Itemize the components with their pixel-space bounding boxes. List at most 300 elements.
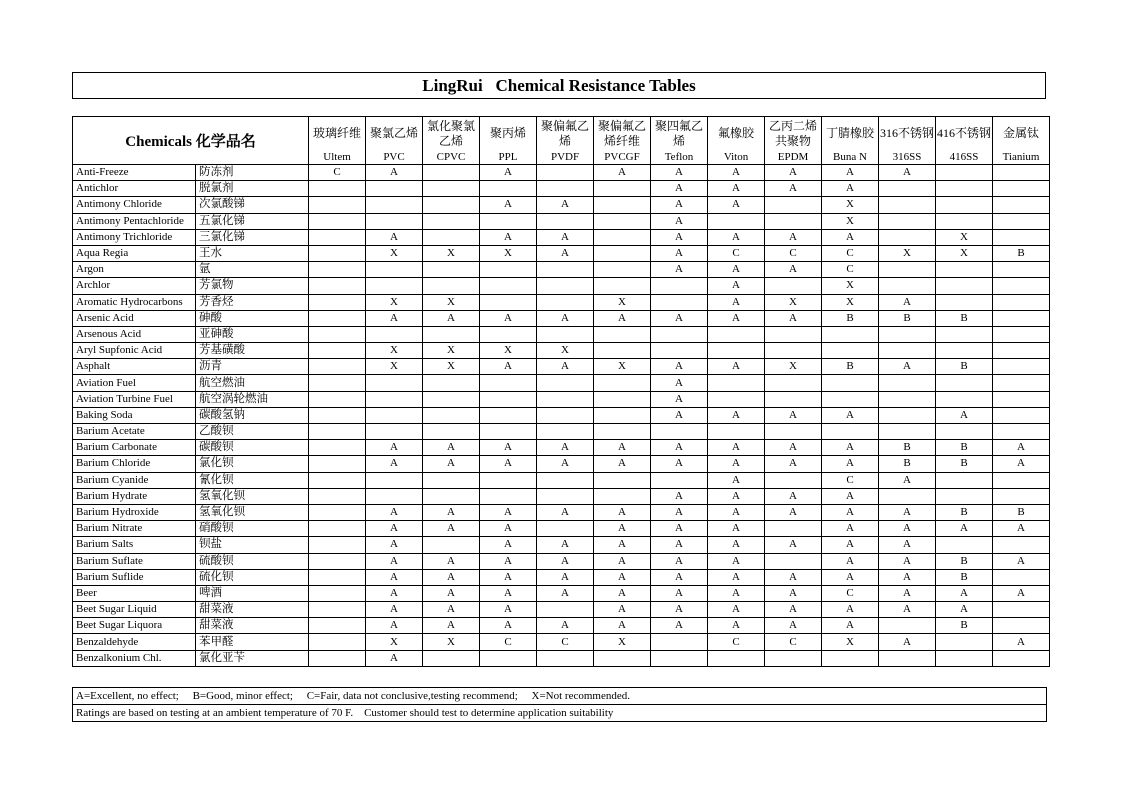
rating-cell: A [879, 165, 936, 181]
chemical-name-cn: 王水 [196, 245, 309, 261]
chemical-name-en: Barium Suflide [73, 569, 196, 585]
rating-cell: A [480, 537, 537, 553]
rating-cell: A [822, 488, 879, 504]
table-row [73, 326, 1050, 342]
rating-cell: X [366, 634, 423, 650]
rating-cell [366, 326, 423, 342]
material-header-en: PPL [480, 150, 537, 165]
rating-cell [309, 521, 366, 537]
rating-cell: A [708, 407, 765, 423]
rating-cell: A [822, 569, 879, 585]
rating-cell: A [366, 229, 423, 245]
chemical-name-en: Antichlor [73, 181, 196, 197]
rating-cell [708, 326, 765, 342]
chemical-name-en: Aryl Supfonic Acid [73, 343, 196, 359]
rating-cell: A [708, 504, 765, 520]
rating-cell [309, 585, 366, 601]
rating-cell: A [423, 521, 480, 537]
table-row [73, 472, 1050, 488]
rating-cell: A [708, 618, 765, 634]
rating-cell [594, 262, 651, 278]
rating-cell: A [822, 181, 879, 197]
rating-cell [594, 375, 651, 391]
table-row [73, 585, 1050, 601]
rating-cell [423, 181, 480, 197]
legend-box [72, 687, 1047, 722]
rating-cell [879, 407, 936, 423]
table-row [73, 569, 1050, 585]
rating-cell: A [765, 537, 822, 553]
rating-cell: A [651, 407, 708, 423]
rating-cell: A [651, 569, 708, 585]
table-row [73, 634, 1050, 650]
chemical-name-en: Antimony Pentachloride [73, 213, 196, 229]
chemical-name-en: Benzalkonium Chl. [73, 650, 196, 666]
rating-cell [993, 618, 1050, 634]
rating-cell: A [936, 602, 993, 618]
rating-cell: A [936, 407, 993, 423]
rating-cell [879, 181, 936, 197]
rating-cell: A [366, 537, 423, 553]
rating-cell: A [423, 553, 480, 569]
rating-cell: A [765, 181, 822, 197]
rating-cell: C [822, 585, 879, 601]
rating-cell: A [366, 553, 423, 569]
rating-cell: A [708, 278, 765, 294]
rating-cell: A [366, 456, 423, 472]
rating-cell [765, 472, 822, 488]
rating-cell [993, 262, 1050, 278]
chemical-name-cn: 硫化钡 [196, 569, 309, 585]
rating-cell [765, 391, 822, 407]
rating-cell: C [309, 165, 366, 181]
rating-cell [936, 488, 993, 504]
rating-cell [423, 537, 480, 553]
table-row [73, 537, 1050, 553]
rating-cell [993, 375, 1050, 391]
rating-cell [423, 213, 480, 229]
rating-cell: A [480, 456, 537, 472]
rating-cell [993, 197, 1050, 213]
rating-cell: A [423, 585, 480, 601]
rating-cell: A [651, 229, 708, 245]
rating-cell: A [651, 602, 708, 618]
rating-cell [537, 488, 594, 504]
rating-cell: A [822, 618, 879, 634]
table-row [73, 504, 1050, 520]
chemical-name-cn: 乙酸钡 [196, 424, 309, 440]
chemical-name-en: Beet Sugar Liquora [73, 618, 196, 634]
rating-cell [993, 650, 1050, 666]
rating-cell [993, 326, 1050, 342]
rating-cell: A [651, 310, 708, 326]
rating-cell [309, 278, 366, 294]
rating-cell [309, 229, 366, 245]
material-header-en: CPVC [423, 150, 480, 165]
rating-cell [480, 326, 537, 342]
material-header-en: EPDM [765, 150, 822, 165]
table-row [73, 294, 1050, 310]
rating-cell: A [708, 521, 765, 537]
rating-cell: B [993, 504, 1050, 520]
rating-cell [366, 213, 423, 229]
rating-cell [480, 294, 537, 310]
rating-cell: X [822, 197, 879, 213]
rating-cell [423, 197, 480, 213]
rating-cell: A [651, 537, 708, 553]
material-header-cn: 金属钛 [993, 117, 1050, 151]
rating-cell [993, 602, 1050, 618]
rating-cell: A [537, 440, 594, 456]
rating-cell [309, 310, 366, 326]
chemical-name-cn: 航空涡轮燃油 [196, 391, 309, 407]
rating-cell: A [765, 456, 822, 472]
rating-cell: B [936, 456, 993, 472]
chemical-name-en: Aqua Regia [73, 245, 196, 261]
rating-cell: A [765, 440, 822, 456]
rating-cell: C [480, 634, 537, 650]
rating-cell [309, 343, 366, 359]
rating-cell: A [993, 456, 1050, 472]
table-row [73, 197, 1050, 213]
material-header-cn: 玻璃纤维 [309, 117, 366, 151]
rating-cell [993, 229, 1050, 245]
rating-cell [651, 634, 708, 650]
chemicals-header: Chemicals 化学品名 [73, 117, 309, 165]
chemical-name-cn: 氢氧化钡 [196, 488, 309, 504]
rating-cell [366, 472, 423, 488]
rating-cell [309, 213, 366, 229]
rating-cell: A [537, 537, 594, 553]
rating-cell: A [708, 569, 765, 585]
rating-cell [423, 229, 480, 245]
rating-cell: C [822, 472, 879, 488]
material-header-cn: 聚四氟乙烯 [651, 117, 708, 151]
chemical-name-en: Argon [73, 262, 196, 278]
material-header-en: 416SS [936, 150, 993, 165]
rating-cell: X [480, 245, 537, 261]
rating-cell: A [480, 569, 537, 585]
rating-cell [822, 424, 879, 440]
rating-cell: A [366, 310, 423, 326]
rating-cell: A [708, 472, 765, 488]
rating-cell [594, 326, 651, 342]
material-header-en: PVDF [537, 150, 594, 165]
rating-cell [993, 165, 1050, 181]
chemical-name-cn: 钡盐 [196, 537, 309, 553]
rating-cell [309, 569, 366, 585]
rating-cell: A [423, 310, 480, 326]
rating-cell: C [822, 245, 879, 261]
chemical-name-cn: 五氯化锑 [196, 213, 309, 229]
rating-cell: A [366, 618, 423, 634]
rating-cell [537, 326, 594, 342]
rating-cell [423, 650, 480, 666]
table-row [73, 521, 1050, 537]
table-row [73, 650, 1050, 666]
rating-cell: A [537, 618, 594, 634]
rating-cell [936, 391, 993, 407]
rating-cell [936, 472, 993, 488]
rating-cell [366, 262, 423, 278]
rating-cell: A [879, 294, 936, 310]
chemical-name-en: Barium Salts [73, 537, 196, 553]
rating-cell: A [765, 569, 822, 585]
rating-cell: A [651, 553, 708, 569]
rating-cell [480, 472, 537, 488]
header-row-chinese [73, 117, 1050, 151]
rating-cell: A [480, 310, 537, 326]
rating-cell: A [423, 602, 480, 618]
rating-cell [309, 553, 366, 569]
rating-cell: C [537, 634, 594, 650]
rating-cell [879, 650, 936, 666]
rating-cell [936, 634, 993, 650]
rating-cell [993, 294, 1050, 310]
rating-cell: B [936, 618, 993, 634]
rating-cell: A [765, 262, 822, 278]
rating-cell: X [366, 294, 423, 310]
rating-cell: A [651, 262, 708, 278]
material-header-en: Viton [708, 150, 765, 165]
rating-cell [423, 326, 480, 342]
rating-cell: A [765, 602, 822, 618]
rating-cell: A [708, 602, 765, 618]
rating-cell: X [366, 343, 423, 359]
rating-cell [309, 197, 366, 213]
rating-cell [480, 391, 537, 407]
rating-cell: A [651, 181, 708, 197]
rating-cell [423, 424, 480, 440]
rating-cell: B [936, 553, 993, 569]
rating-cell: A [366, 569, 423, 585]
rating-cell: A [537, 585, 594, 601]
rating-cell [537, 278, 594, 294]
rating-cell [879, 618, 936, 634]
rating-cell [537, 294, 594, 310]
rating-cell [480, 213, 537, 229]
rating-cell: A [594, 585, 651, 601]
rating-cell [537, 375, 594, 391]
rating-cell: A [651, 213, 708, 229]
chemical-name-cn: 甜菜液 [196, 602, 309, 618]
rating-cell [594, 197, 651, 213]
chemical-name-cn: 亚砷酸 [196, 326, 309, 342]
rating-cell: A [708, 262, 765, 278]
rating-cell [936, 197, 993, 213]
rating-cell: X [594, 294, 651, 310]
chemical-name-cn: 脱氯剂 [196, 181, 309, 197]
rating-cell [309, 488, 366, 504]
rating-cell: A [480, 229, 537, 245]
rating-cell [537, 213, 594, 229]
rating-cell [537, 407, 594, 423]
rating-cell [936, 213, 993, 229]
table-row [73, 278, 1050, 294]
rating-cell: X [366, 245, 423, 261]
rating-cell [594, 488, 651, 504]
chemical-name-cn: 碳酸氢钠 [196, 407, 309, 423]
rating-cell [936, 424, 993, 440]
rating-cell: A [594, 553, 651, 569]
rating-cell [480, 375, 537, 391]
rating-cell: X [879, 245, 936, 261]
rating-cell [993, 391, 1050, 407]
chemical-name-cn: 氯化钡 [196, 456, 309, 472]
rating-cell [708, 391, 765, 407]
rating-cell: X [822, 213, 879, 229]
rating-cell: A [708, 229, 765, 245]
table-body [73, 165, 1050, 667]
rating-cell [879, 488, 936, 504]
rating-cell: A [879, 634, 936, 650]
rating-cell: X [765, 294, 822, 310]
table-row [73, 602, 1050, 618]
rating-cell [309, 245, 366, 261]
rating-cell: A [480, 440, 537, 456]
rating-cell: A [423, 456, 480, 472]
chemical-name-en: Antimony Trichloride [73, 229, 196, 245]
rating-cell [708, 213, 765, 229]
rating-cell: A [708, 165, 765, 181]
rating-cell: X [423, 359, 480, 375]
rating-cell: A [765, 585, 822, 601]
table-row [73, 262, 1050, 278]
chemical-name-cn: 氰化钡 [196, 472, 309, 488]
rating-cell [936, 165, 993, 181]
rating-cell: A [480, 553, 537, 569]
material-header-en: Teflon [651, 150, 708, 165]
rating-cell [423, 407, 480, 423]
rating-cell: A [708, 294, 765, 310]
rating-cell [936, 294, 993, 310]
rating-cell [366, 407, 423, 423]
rating-cell [936, 343, 993, 359]
rating-cell [822, 375, 879, 391]
rating-cell: A [879, 537, 936, 553]
rating-cell [309, 504, 366, 520]
rating-cell: A [651, 488, 708, 504]
material-header-cn: 聚偏氟乙烯 [537, 117, 594, 151]
rating-cell [537, 472, 594, 488]
rating-cell: B [879, 310, 936, 326]
rating-cell [993, 213, 1050, 229]
rating-cell [537, 391, 594, 407]
rating-cell [537, 602, 594, 618]
rating-cell: A [822, 602, 879, 618]
rating-cell [423, 472, 480, 488]
rating-cell: A [366, 650, 423, 666]
rating-cell [651, 650, 708, 666]
rating-cell: X [423, 343, 480, 359]
chemical-name-en: Barium Suflate [73, 553, 196, 569]
chemical-name-en: Barium Carbonate [73, 440, 196, 456]
rating-cell [309, 537, 366, 553]
chemical-name-cn: 沥青 [196, 359, 309, 375]
rating-cell [765, 343, 822, 359]
rating-cell: A [480, 359, 537, 375]
title-text: LingRui Chemical Resistance Tables [422, 75, 696, 95]
chemical-name-en: Barium Acetate [73, 424, 196, 440]
rating-cell: A [366, 585, 423, 601]
rating-cell [879, 262, 936, 278]
chemical-name-en: Anti-Freeze [73, 165, 196, 181]
rating-cell [309, 294, 366, 310]
rating-cell [879, 326, 936, 342]
rating-cell: A [651, 165, 708, 181]
rating-cell [879, 391, 936, 407]
rating-cell: A [423, 569, 480, 585]
rating-cell: A [480, 504, 537, 520]
rating-cell [423, 165, 480, 181]
rating-cell: C [765, 245, 822, 261]
rating-cell [993, 278, 1050, 294]
rating-cell: X [537, 343, 594, 359]
table-row [73, 407, 1050, 423]
rating-cell [537, 262, 594, 278]
rating-cell [708, 375, 765, 391]
rating-cell: A [708, 585, 765, 601]
rating-cell: A [765, 618, 822, 634]
table-row [73, 181, 1050, 197]
rating-cell: A [594, 618, 651, 634]
chemical-name-en: Arsenic Acid [73, 310, 196, 326]
rating-cell: A [366, 521, 423, 537]
rating-cell: A [537, 245, 594, 261]
material-header-en: Tianium [993, 150, 1050, 165]
chemical-name-cn: 芳香烃 [196, 294, 309, 310]
rating-cell: A [594, 569, 651, 585]
rating-cell: A [822, 229, 879, 245]
rating-cell [366, 197, 423, 213]
rating-cell: A [765, 229, 822, 245]
rating-cell: X [594, 634, 651, 650]
table-row [73, 391, 1050, 407]
rating-cell [651, 294, 708, 310]
rating-cell [423, 375, 480, 391]
rating-cell: A [879, 472, 936, 488]
rating-cell [879, 197, 936, 213]
rating-cell: A [651, 456, 708, 472]
table-row [73, 488, 1050, 504]
rating-cell [309, 602, 366, 618]
rating-cell: A [822, 504, 879, 520]
rating-cell: A [651, 245, 708, 261]
rating-cell: C [708, 634, 765, 650]
rating-cell [651, 326, 708, 342]
rating-cell [366, 391, 423, 407]
table-header [73, 117, 1050, 165]
rating-cell: A [993, 440, 1050, 456]
chemical-name-cn: 甜菜液 [196, 618, 309, 634]
material-header-cn: 乙丙二烯共聚物 [765, 117, 822, 151]
rating-cell [993, 472, 1050, 488]
rating-cell: A [537, 504, 594, 520]
rating-cell: A [822, 407, 879, 423]
material-header-cn: 氯化聚氯乙烯 [423, 117, 480, 151]
rating-cell: A [423, 440, 480, 456]
table-row [73, 375, 1050, 391]
rating-cell: A [822, 521, 879, 537]
rating-cell: A [366, 602, 423, 618]
rating-cell [993, 424, 1050, 440]
chemical-name-cn: 氢氧化钡 [196, 504, 309, 520]
rating-cell: A [879, 585, 936, 601]
rating-cell: A [765, 504, 822, 520]
rating-cell [822, 343, 879, 359]
rating-cell: A [708, 440, 765, 456]
rating-cell [366, 375, 423, 391]
